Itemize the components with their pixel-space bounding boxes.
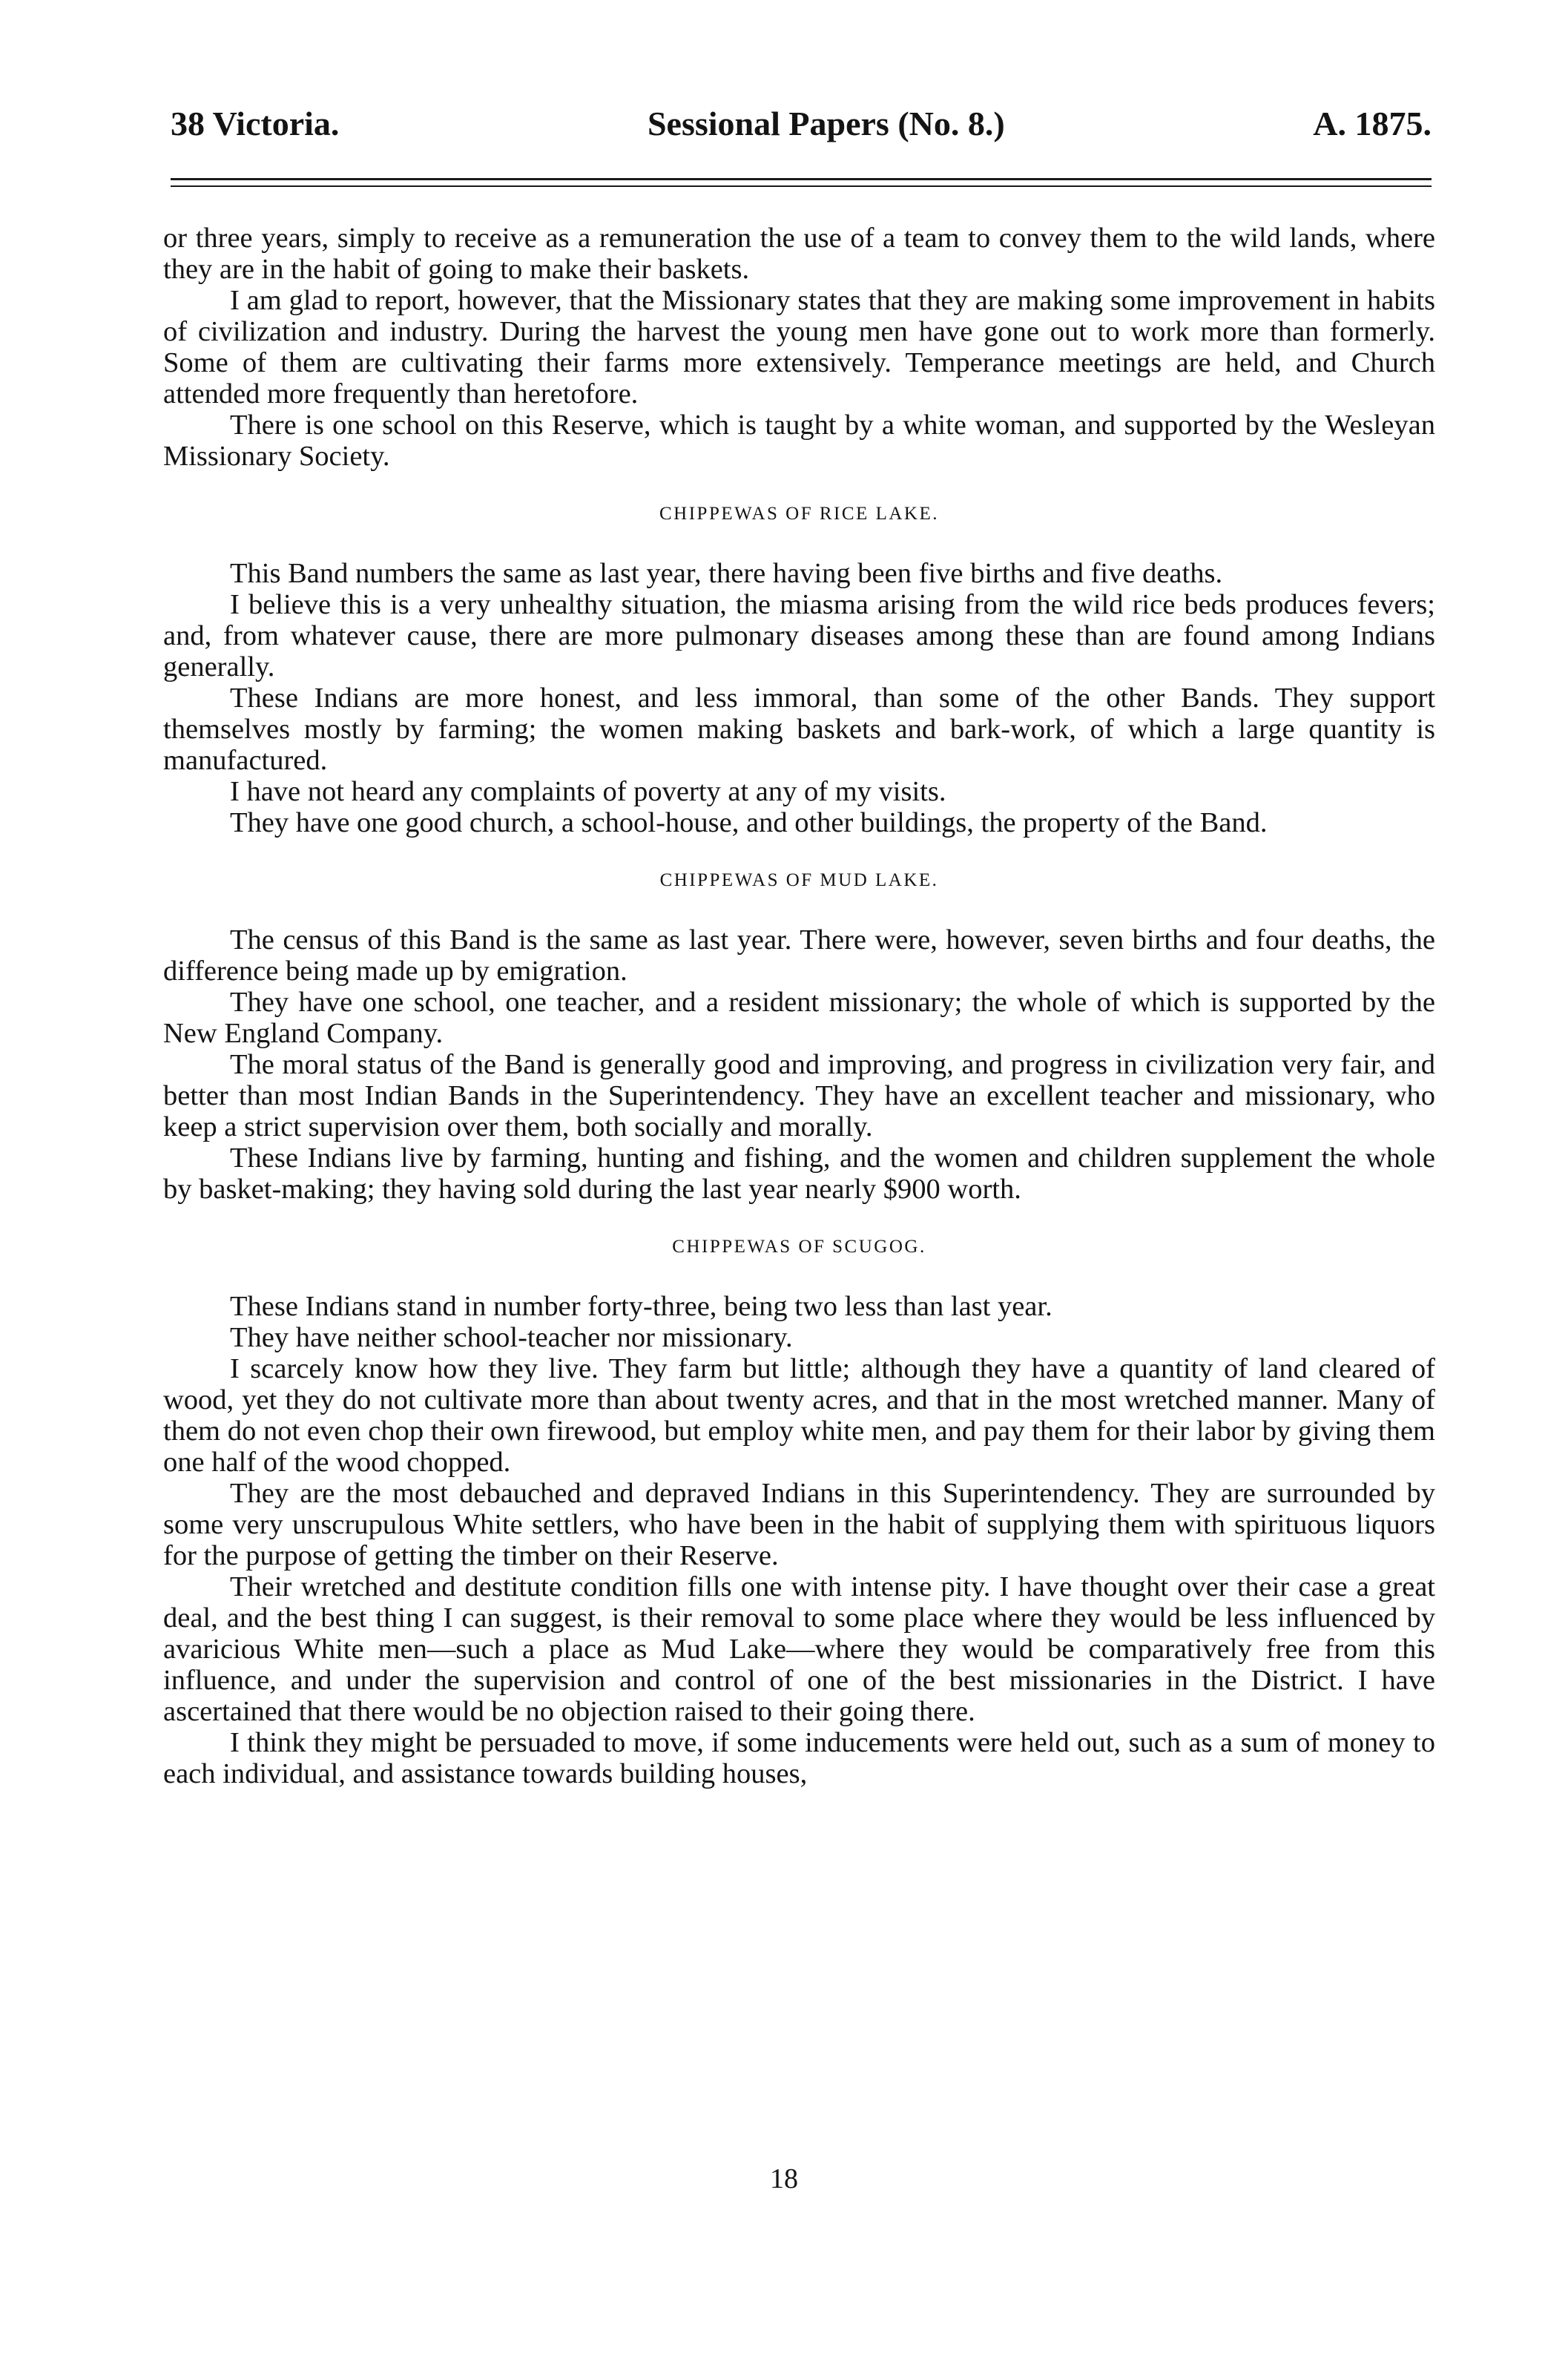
section-heading-scugog: CHIPPEWAS OF SCUGOG. <box>672 1237 926 1257</box>
paragraph: There is one school on this Reserve, which is taught by a white woman, and supported by the Wesleyan Missionary Society. <box>163 410 1435 472</box>
paragraph: The moral status of the Band is generally good and improving, and progress in civilization very fair, and better than most Indian Bands in the Superintendency. They have an excellent teacher and missionary, who keep a strict supervision over them, both socially and morally. <box>163 1049 1435 1142</box>
header-rule-top <box>171 178 1432 180</box>
page-number: 18 <box>770 2163 798 2194</box>
paragraph: I believe this is a very unhealthy situation, the miasma arising from the wild rice beds produces fevers; and, from whatever cause, there are more pulmonary diseases among these than are found among Indians generally. <box>163 589 1435 683</box>
paragraph: I think they might be persuaded to move, if some inducements were held out, such as a sum of money to each individual, and assistance towards building houses, <box>163 1727 1435 1789</box>
paragraph: These Indians stand in number forty-three, being two less than last year. <box>230 1291 1053 1322</box>
paragraph: Their wretched and destitute condition fills one with intense pity. I have thought over their case a great deal, and the best thing I can suggest, is their removal to some place where they would be less influenced by avaricious White men—such a place as Mud Lake—where they would be comparatively free from this influence, and under the supervision and control of one of the best missionaries in the District. I have ascertained that there would be no objection raised to their going there. <box>163 1571 1435 1727</box>
paragraph: I have not heard any complaints of poverty at any of my visits. <box>230 776 946 807</box>
paragraph: This Band numbers the same as last year, there having been five births and five deaths. <box>230 558 1223 589</box>
header-series: Sessional Papers (No. 8.) <box>647 105 1005 142</box>
body-text <box>163 223 1435 1789</box>
header-year: A. 1875. <box>1313 105 1432 142</box>
header-volume: 38 Victoria. <box>171 105 340 142</box>
paragraph: They have one good church, a school-house, and other buildings, the property of the Band. <box>230 807 1268 838</box>
paragraph: They have neither school-teacher nor missionary. <box>230 1322 793 1353</box>
running-header <box>171 104 1432 156</box>
paragraph: The census of this Band is the same as last year. There were, however, seven births and four deaths, the difference being made up by emigration. <box>163 924 1435 987</box>
paragraph: I am glad to report, however, that the Missionary states that they are making some improvement in habits of civilization and industry. During the harvest the young men have gone out to work more than formerly. Some of them are cultivating their farms more extensively. Temperance meetings are held, and Church attended more frequently than heretofore. <box>163 285 1435 410</box>
header-rule-bottom <box>171 185 1432 187</box>
paragraph: These Indians live by farming, hunting and fishing, and the women and children supplement the whole by basket-making; they having sold during the last year nearly $900 worth. <box>163 1142 1435 1205</box>
paragraph: They have one school, one teacher, and a resident missionary; the whole of which is supported by the New England Company. <box>163 987 1435 1049</box>
paragraph: These Indians are more honest, and less immoral, than some of the other Bands. They support themselves mostly by farming; the women making baskets and bark-work, of which a large quantity is manufactured. <box>163 683 1435 776</box>
section-heading-mud-lake: CHIPPEWAS OF MUD LAKE. <box>659 870 939 890</box>
section-heading-rice-lake: CHIPPEWAS OF RICE LAKE. <box>659 504 939 524</box>
paragraph: I scarcely know how they live. They farm but little; although they have a quantity of land cleared of wood, yet they do not cultivate more than about twenty acres, and that in the most wretched manner. Many of them do not even chop their own firewood, but employ white men, and pay them for their labor by giving them one half of the wood chopped. <box>163 1353 1435 1478</box>
paragraph: They are the most debauched and depraved Indians in this Superintendency. They are surrounded by some very unscrupulous White settlers, who have been in the habit of supplying them with spirituous liquors for the purpose of getting the timber on their Reserve. <box>163 1478 1435 1571</box>
paragraph: or three years, simply to receive as a remuneration the use of a team to convey them to the wild lands, where they are in the habit of going to make their baskets. <box>163 223 1435 285</box>
